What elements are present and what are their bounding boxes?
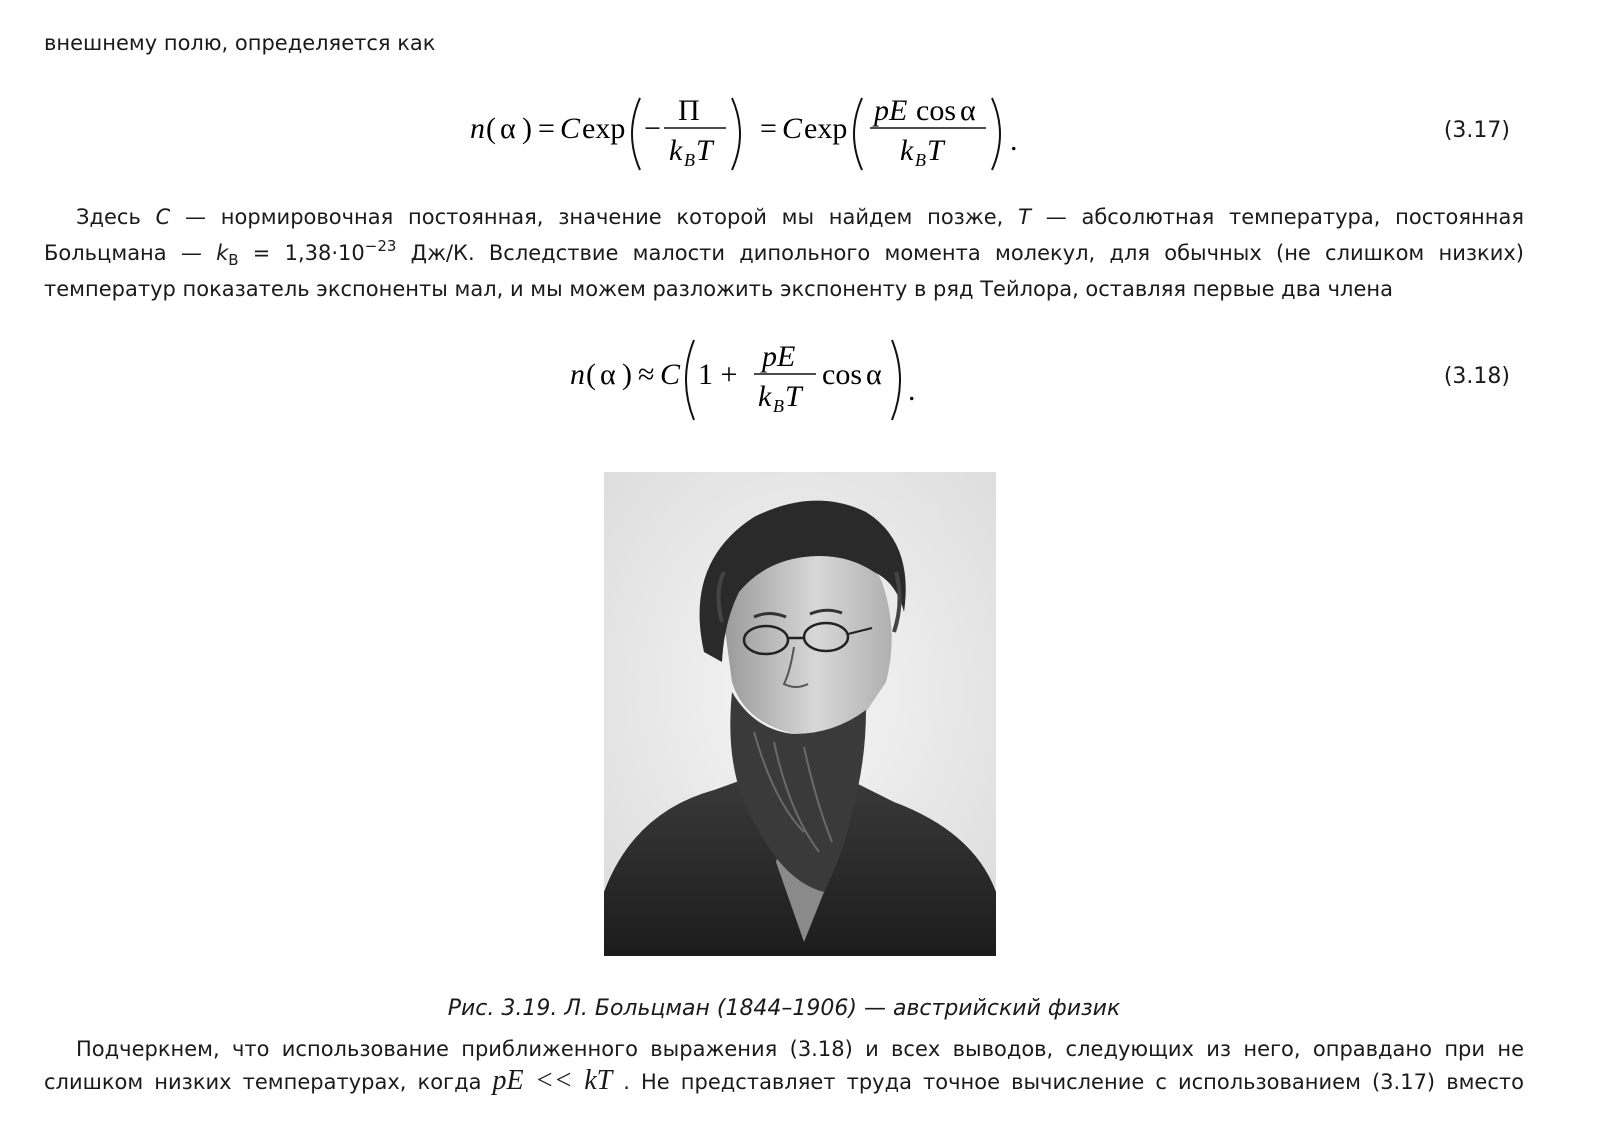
eq1-equals: = (538, 112, 555, 145)
eq2-k: k (758, 380, 772, 413)
para1-line3: температур показатель экспоненты мал, и мы можем разложить экспоненту в ряд Тейлора, оставляя первые два члена (44, 277, 1393, 301)
equation-number-3-17: (3.17) (1443, 118, 1510, 143)
eq1-C: C (560, 112, 581, 145)
eq2-cos: cos (822, 358, 862, 391)
eq2-n: n (570, 358, 585, 391)
eq2-bracket-left (686, 340, 694, 420)
eq1-minus: − (644, 112, 661, 145)
eq1-alpha-2: α (960, 94, 976, 127)
eq2-period: . (908, 374, 916, 407)
document-page (44, 0, 1524, 1131)
para2-line1: Подчеркнем, что использование приближенного выражения (3.18) и всех выводов, следующих из него, оправдано при не (76, 1037, 1524, 1061)
eq2-alpha-2: α (866, 358, 882, 391)
eq2-alpha: α (600, 358, 616, 391)
para1-line1: Здесь C — нормировочная постоянная, значение которой мы найдем позже, T — абсолютная температура, постоянная (76, 205, 1524, 229)
equation-number-3-18: (3.18) (1443, 364, 1510, 389)
eq2-approx: ≈ (638, 358, 655, 391)
equation-3-18 (564, 326, 924, 426)
eq1-k: k (669, 134, 683, 167)
eq2-C: C (660, 358, 681, 391)
eq2-paren-close: ) (622, 358, 632, 391)
eq1-paren-close: ) (522, 112, 532, 145)
intro-line: внешнему полю, определяется как (44, 31, 436, 55)
eq1-kB-sub-2: B (915, 150, 926, 170)
inline-math-condition: pE << kT (492, 1065, 613, 1096)
eq1-bracket-left-2 (854, 98, 862, 170)
eq2-one-plus: 1 + (698, 358, 738, 391)
eq1-T-2: T (927, 134, 944, 167)
eq1-Pi: Π (678, 94, 700, 127)
eq1-bracket-right-1 (732, 98, 740, 170)
eq2-bracket-right (892, 340, 900, 420)
para1-line2: Больцмана — $k_B = 1,38\cdot 10^{-23}$ Дж/К. Вследствие малости дипольного момента молекул, для обычных (не слишком низких) (44, 237, 1524, 269)
eq1-pE: pE (874, 94, 908, 127)
eq1-bracket-right-2 (992, 98, 1000, 170)
eq1-alpha: α (500, 112, 516, 145)
eq1-T: T (696, 134, 713, 167)
eq1-paren-open: ( (486, 112, 496, 145)
figure-caption: Рис. 3.19. Л. Больцман (1844–1906) — австрийский физик (447, 996, 1121, 1021)
eq2-paren-open: ( (586, 358, 596, 391)
eq1-cos: cos (916, 94, 956, 127)
eq1-period: . (1010, 124, 1018, 157)
eq1-bracket-left-1 (632, 98, 640, 170)
eq1-exp: exp (582, 112, 626, 145)
eq1-C-2: C (782, 112, 803, 145)
equation-3-17 (464, 80, 1024, 180)
para2-line2: слишком низких температурах, когда pE << kT . Не представляет труда точное вычисление с использованием (3.17) вместо (44, 1065, 1524, 1096)
eq2-kB-sub: B (773, 396, 784, 416)
boltzmann-portrait (604, 472, 996, 956)
eq1-n: n (470, 112, 485, 145)
eq2-T: T (785, 380, 802, 413)
eq1-kB-sub: B (684, 150, 695, 170)
eq1-exp-2: exp (804, 112, 848, 145)
eq1-equals-2: = (760, 112, 777, 145)
eq2-pE: pE (762, 340, 796, 373)
eq1-k-2: k (900, 134, 914, 167)
